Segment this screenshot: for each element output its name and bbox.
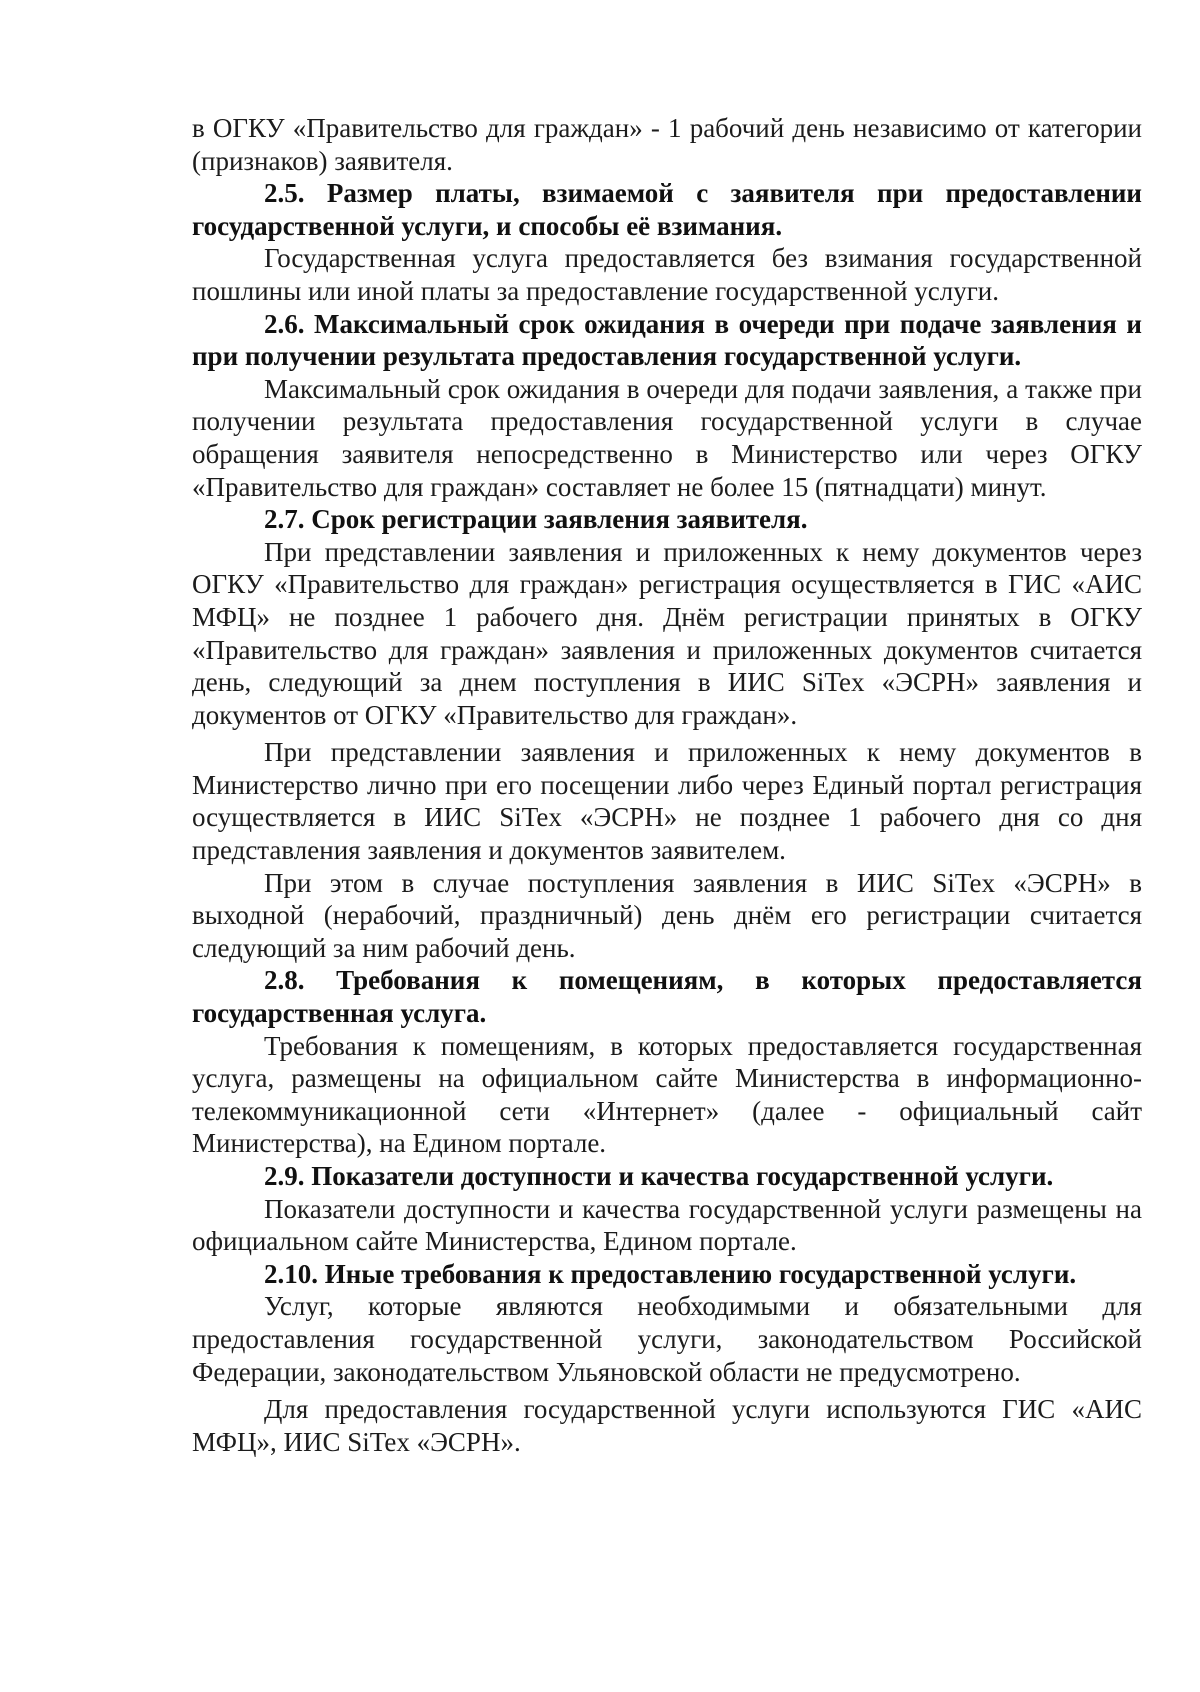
paragraph-queue-time: Максимальный срок ожидания в очереди для подачи заявления, а также при получении результата предоставления государственной услуги в случае обращения заявителя непосредственно в Министерство или через ОГКУ «Правительство для граждан» составляет не более 15 (пятнадцати) минут.: [192, 373, 1142, 502]
paragraph-other-services: Услуг, которые являются необходимыми и обязательными для предоставления государственной услуги, законодательством Российской Федерации, законодательством Ульяновской области не предусмотрено.: [192, 1291, 1142, 1387]
heading-2-9-accessibility: 2.9. Показатели доступности и качества государственной услуги.: [264, 1161, 1054, 1191]
heading-2-7-registration: 2.7. Срок регистрации заявления заявителя.: [264, 504, 808, 535]
heading-2-5-fee: 2.5. Размер платы, взимаемой с заявителя при предоставлении государственной услуги, и способы её взимания.: [192, 178, 1142, 241]
heading-2-8-premises: 2.8. Требования к помещениям, в которых предоставляется государственная услуга.: [192, 965, 1142, 1029]
paragraph-premises: Требования к помещениям, в которых предоставляется государственная услуга, размещены на официальном сайте Министерства в информационно-телекоммуникационной сети «Интернет» (далее - официальный сайт Министерства), на Едином портале.: [192, 1030, 1142, 1159]
paragraph-registration-ministry: При представлении заявления и приложенных к нему документов в Министерство лично при его посещении либо через Единый портал регистрация осуществляется в ИИС SiTex «ЭСРН» не позднее 1 рабочего дня со дня представления заявления и документов заявителем.: [192, 737, 1142, 866]
paragraph-registration-holiday: При этом в случае поступления заявления в ИИС SiTex «ЭСРН» в выходной (нерабочий, праздничный) день днём его регистрации считается следующий за ним рабочий день.: [192, 867, 1142, 963]
paragraph-registration-mfc: При представлении заявления и приложенных к нему документов через ОГКУ «Правительство для граждан» регистрация осуществляется в ГИС «АИС МФЦ» не позднее 1 рабочего дня. Днём регистрации принятых в ОГКУ «Правительство для граждан» заявления и приложенных документов считается день, следующий за днем поступления в ИИС SiTex «ЭСРН» заявления и документов от ОГКУ «Правительство для граждан».: [192, 536, 1142, 730]
paragraph-accessibility: Показатели доступности и качества государственной услуги размещены на официальном сайте Министерства, Едином портале.: [192, 1193, 1142, 1257]
heading-2-10-other-requirements: 2.10. Иные требования к предоставлению государственной услуги.: [264, 1258, 1077, 1289]
document-page: [192, 112, 1142, 1458]
paragraph-continuation: в ОГКУ «Правительство для граждан» - 1 рабочий день независимо от категории (признаков) заявителя.: [192, 113, 1142, 176]
paragraph-fee: Государственная услуга предоставляется без взимания государственной пошлины или иной платы за предоставление государственной услуги.: [192, 243, 1142, 306]
heading-2-6-queue-time: 2.6. Максимальный срок ожидания в очереди при подаче заявления и при получении результата предоставления государственной услуги.: [192, 308, 1142, 372]
paragraph-information-systems: Для предоставления государственной услуги используются ГИС «АИС МФЦ», ИИС SiTex «ЭСРН».: [192, 1394, 1142, 1457]
